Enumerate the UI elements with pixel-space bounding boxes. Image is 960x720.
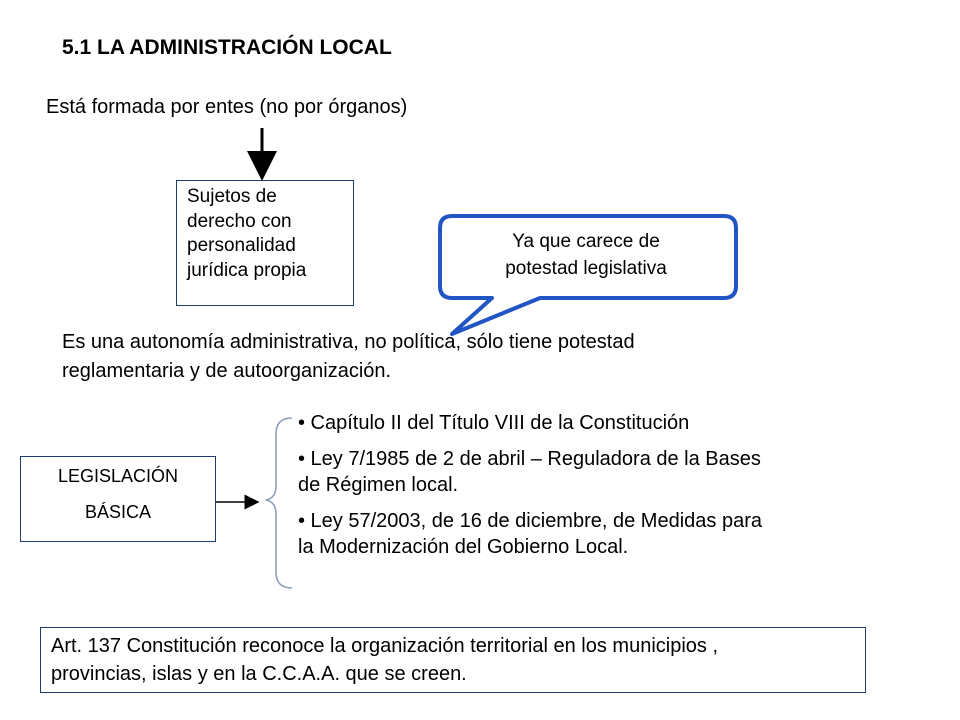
callout-line: potestad legislativa	[505, 258, 667, 279]
article-box	[40, 627, 866, 693]
legislation-label-box	[20, 456, 216, 542]
legislation-item	[298, 446, 878, 498]
callout-line: Ya que carece de	[512, 231, 660, 252]
legal-entity-box	[176, 180, 354, 306]
entity-line: Sujetos de	[187, 186, 277, 207]
legislation-item-line: • Ley 7/1985 de 2 de abril – Reguladora de la Bases	[298, 448, 761, 470]
legislation-label-line: BÁSICA	[84, 502, 152, 522]
entity-line: jurídica propia	[187, 259, 307, 281]
legislation-item-line: la Modernización del Gobierno Local.	[298, 536, 629, 558]
entity-line: derecho con	[187, 210, 292, 232]
legislation-item-line: • Ley 57/2003, de 16 de diciembre, de Medidas para	[298, 510, 762, 532]
article-line: Art. 137 Constitución reconoce la organización territorial en los municipios ,	[51, 635, 719, 657]
legislation-list	[298, 410, 878, 570]
page-title: 5.1 LA ADMINISTRACIÓN LOCAL	[62, 36, 392, 59]
legislation-item-line: • Capítulo II del Título VIII de la Constitución	[298, 412, 690, 434]
autonomy-line: Es una autonomía administrativa, no política, sólo tiene potestad	[62, 331, 635, 353]
callout-text	[440, 228, 732, 282]
autonomy-line: reglamentaria y de autoorganización.	[62, 360, 392, 382]
legislation-item	[298, 508, 878, 560]
entity-line: personalidad	[187, 235, 296, 256]
legislation-item-line: de Régimen local.	[298, 474, 459, 496]
intro-text: Está formada por entes (no por órganos)	[46, 96, 408, 118]
legislation-item	[298, 410, 878, 436]
legislation-label-line: LEGISLACIÓN	[57, 466, 179, 486]
article-line: provincias, islas y en la C.C.A.A. que se creen.	[51, 663, 467, 685]
autonomy-text	[62, 328, 782, 386]
curly-brace	[266, 418, 292, 588]
